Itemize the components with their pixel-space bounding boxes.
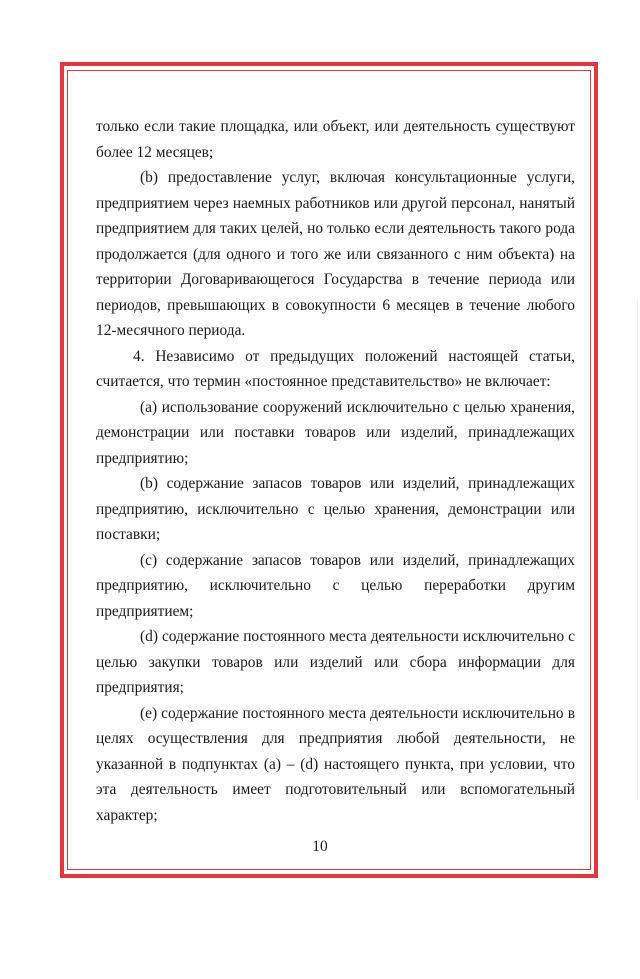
paragraph-item-b: (b) содержание запасов товаров или изделий, принадлежащих предприятию, исключительно с целью хранения, демонстрации или поставки; [96,475,575,543]
paragraph-item-e: (e) содержание постоянного места деятельности исключительно в целях осуществления для предприятия любой деятельности, не указанной в подпунктах (a) – (d) настоящего пункта, при условии, что эта деятельность имеет подготовительный или вспомогательный характер; [96,704,575,824]
page-number: 10 [312,838,328,855]
paragraph-item-c: (c) содержание запасов товаров или изделий, принадлежащих предприятию, исключительно с целью переработки другим предприятием; [96,551,575,620]
document-body [96,114,575,828]
paragraph-continuation: только если такие площадка, или объект, или деятельность существуют более 12 месяцев; [96,118,575,161]
paragraph-item-d: (d) содержание постоянного места деятельности исключительно с целью закупки товаров или изделий или сбора информации для предприятия; [96,628,575,696]
paragraph-clause-4: 4. Независимо от предыдущих положений настоящей статьи, считается, что термин «постоянное представительство» не включает: [96,347,575,390]
paragraph-item-a: (a) использование сооружений исключительно с целью хранения, демонстрации или поставки товаров или изделий, принадлежащих предприятию; [96,398,575,467]
scan-edge-shadow [637,300,638,800]
paragraph-item-b-services: (b) предоставление услуг, включая консультационные услуги, предприятием через наемных работников или другой персонал, нанятый предприятием для таких целей, но только если деятельность такого рода продолжается (для одного и того же или связанного с ним объекта) на территории Договаривающегося Государства в течение периода или периодов, превышающих в совокупности 6 месяцев в течение любого 12-месячного периода. [96,169,575,339]
